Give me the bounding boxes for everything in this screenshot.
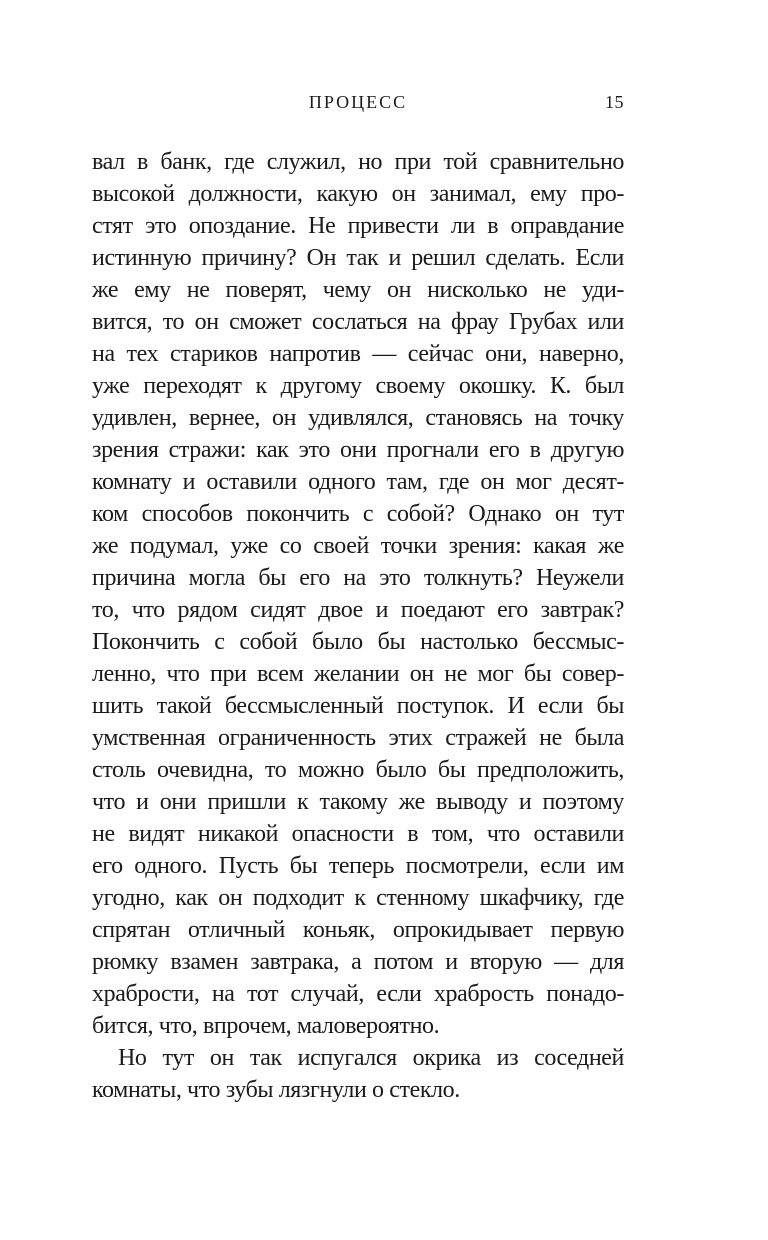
text-line: уже переходят к другому своему окошку. К. был: [92, 373, 624, 399]
text-line: вится, то он сможет сослаться на фрау Грубах или: [92, 309, 624, 335]
text-line: на тех стариков напротив — сейчас они, наверно,: [92, 341, 624, 367]
text-line: храбрости, на тот случай, если храбрость понадо-: [92, 981, 624, 1007]
text-line: комнаты, что зубы лязгнули о стекло.: [92, 1077, 460, 1103]
text-line: шить такой бессмысленный поступок. И если бы: [92, 693, 624, 719]
page-number: 15: [605, 92, 624, 112]
text-line: высокой должности, какую он занимал, ему про-: [92, 181, 624, 207]
text-line: ленно, что при всем желании он не мог бы совер-: [92, 661, 624, 687]
text-line: истинную причину? Он так и решил сделать. Если: [92, 245, 624, 271]
text-line: же подумал, уже со своей точки зрения: какая же: [92, 533, 624, 559]
page-text: [92, 146, 624, 1106]
text-line: причина могла бы его на это толкнуть? Неужели: [92, 565, 624, 591]
text-line: вал в банк, где служил, но при той сравнительно: [92, 149, 624, 175]
running-head: [92, 92, 624, 116]
running-head-title: ПРОЦЕСС: [308, 92, 408, 112]
text-line: ком способов покончить с собой? Однако он тут: [92, 501, 624, 527]
text-line: стят это опоздание. Не привести ли в оправдание: [92, 213, 624, 239]
text-line: удивлен, вернее, он удивлялся, становясь на точку: [92, 405, 624, 431]
text-line: же ему не поверят, чему он нисколько не уди-: [92, 277, 624, 303]
text-line: зрения стражи: как это они прогнали его в другую: [92, 437, 624, 463]
text-line: угодно, как он подходит к стенному шкафчику, где: [92, 885, 624, 911]
text-line: не видят никакой опасности в том, что оставили: [92, 821, 624, 847]
text-line: что и они пришли к такому же выводу и поэтому: [92, 789, 624, 815]
text-line: бится, что, впрочем, маловероятно.: [92, 1013, 440, 1039]
text-line: спрятан отличный коньяк, опрокидывает первую: [92, 917, 624, 943]
text-line: умственная ограниченность этих стражей не была: [92, 725, 624, 751]
text-line: столь очевидна, то можно было бы предположить,: [92, 757, 624, 783]
text-line: то, что рядом сидят двое и поедают его завтрак?: [92, 597, 624, 623]
text-line: комнату и оставили одного там, где он мог десят-: [92, 469, 624, 495]
text-line: Покончить с собой было бы настолько бессмыс-: [92, 629, 624, 655]
text-line: рюмку взамен завтрака, а потом и вторую — для: [92, 949, 624, 975]
text-line: его одного. Пусть бы теперь посмотрели, если им: [92, 853, 624, 879]
text-line: Но тут он так испугался окрика из соседней: [118, 1045, 624, 1071]
